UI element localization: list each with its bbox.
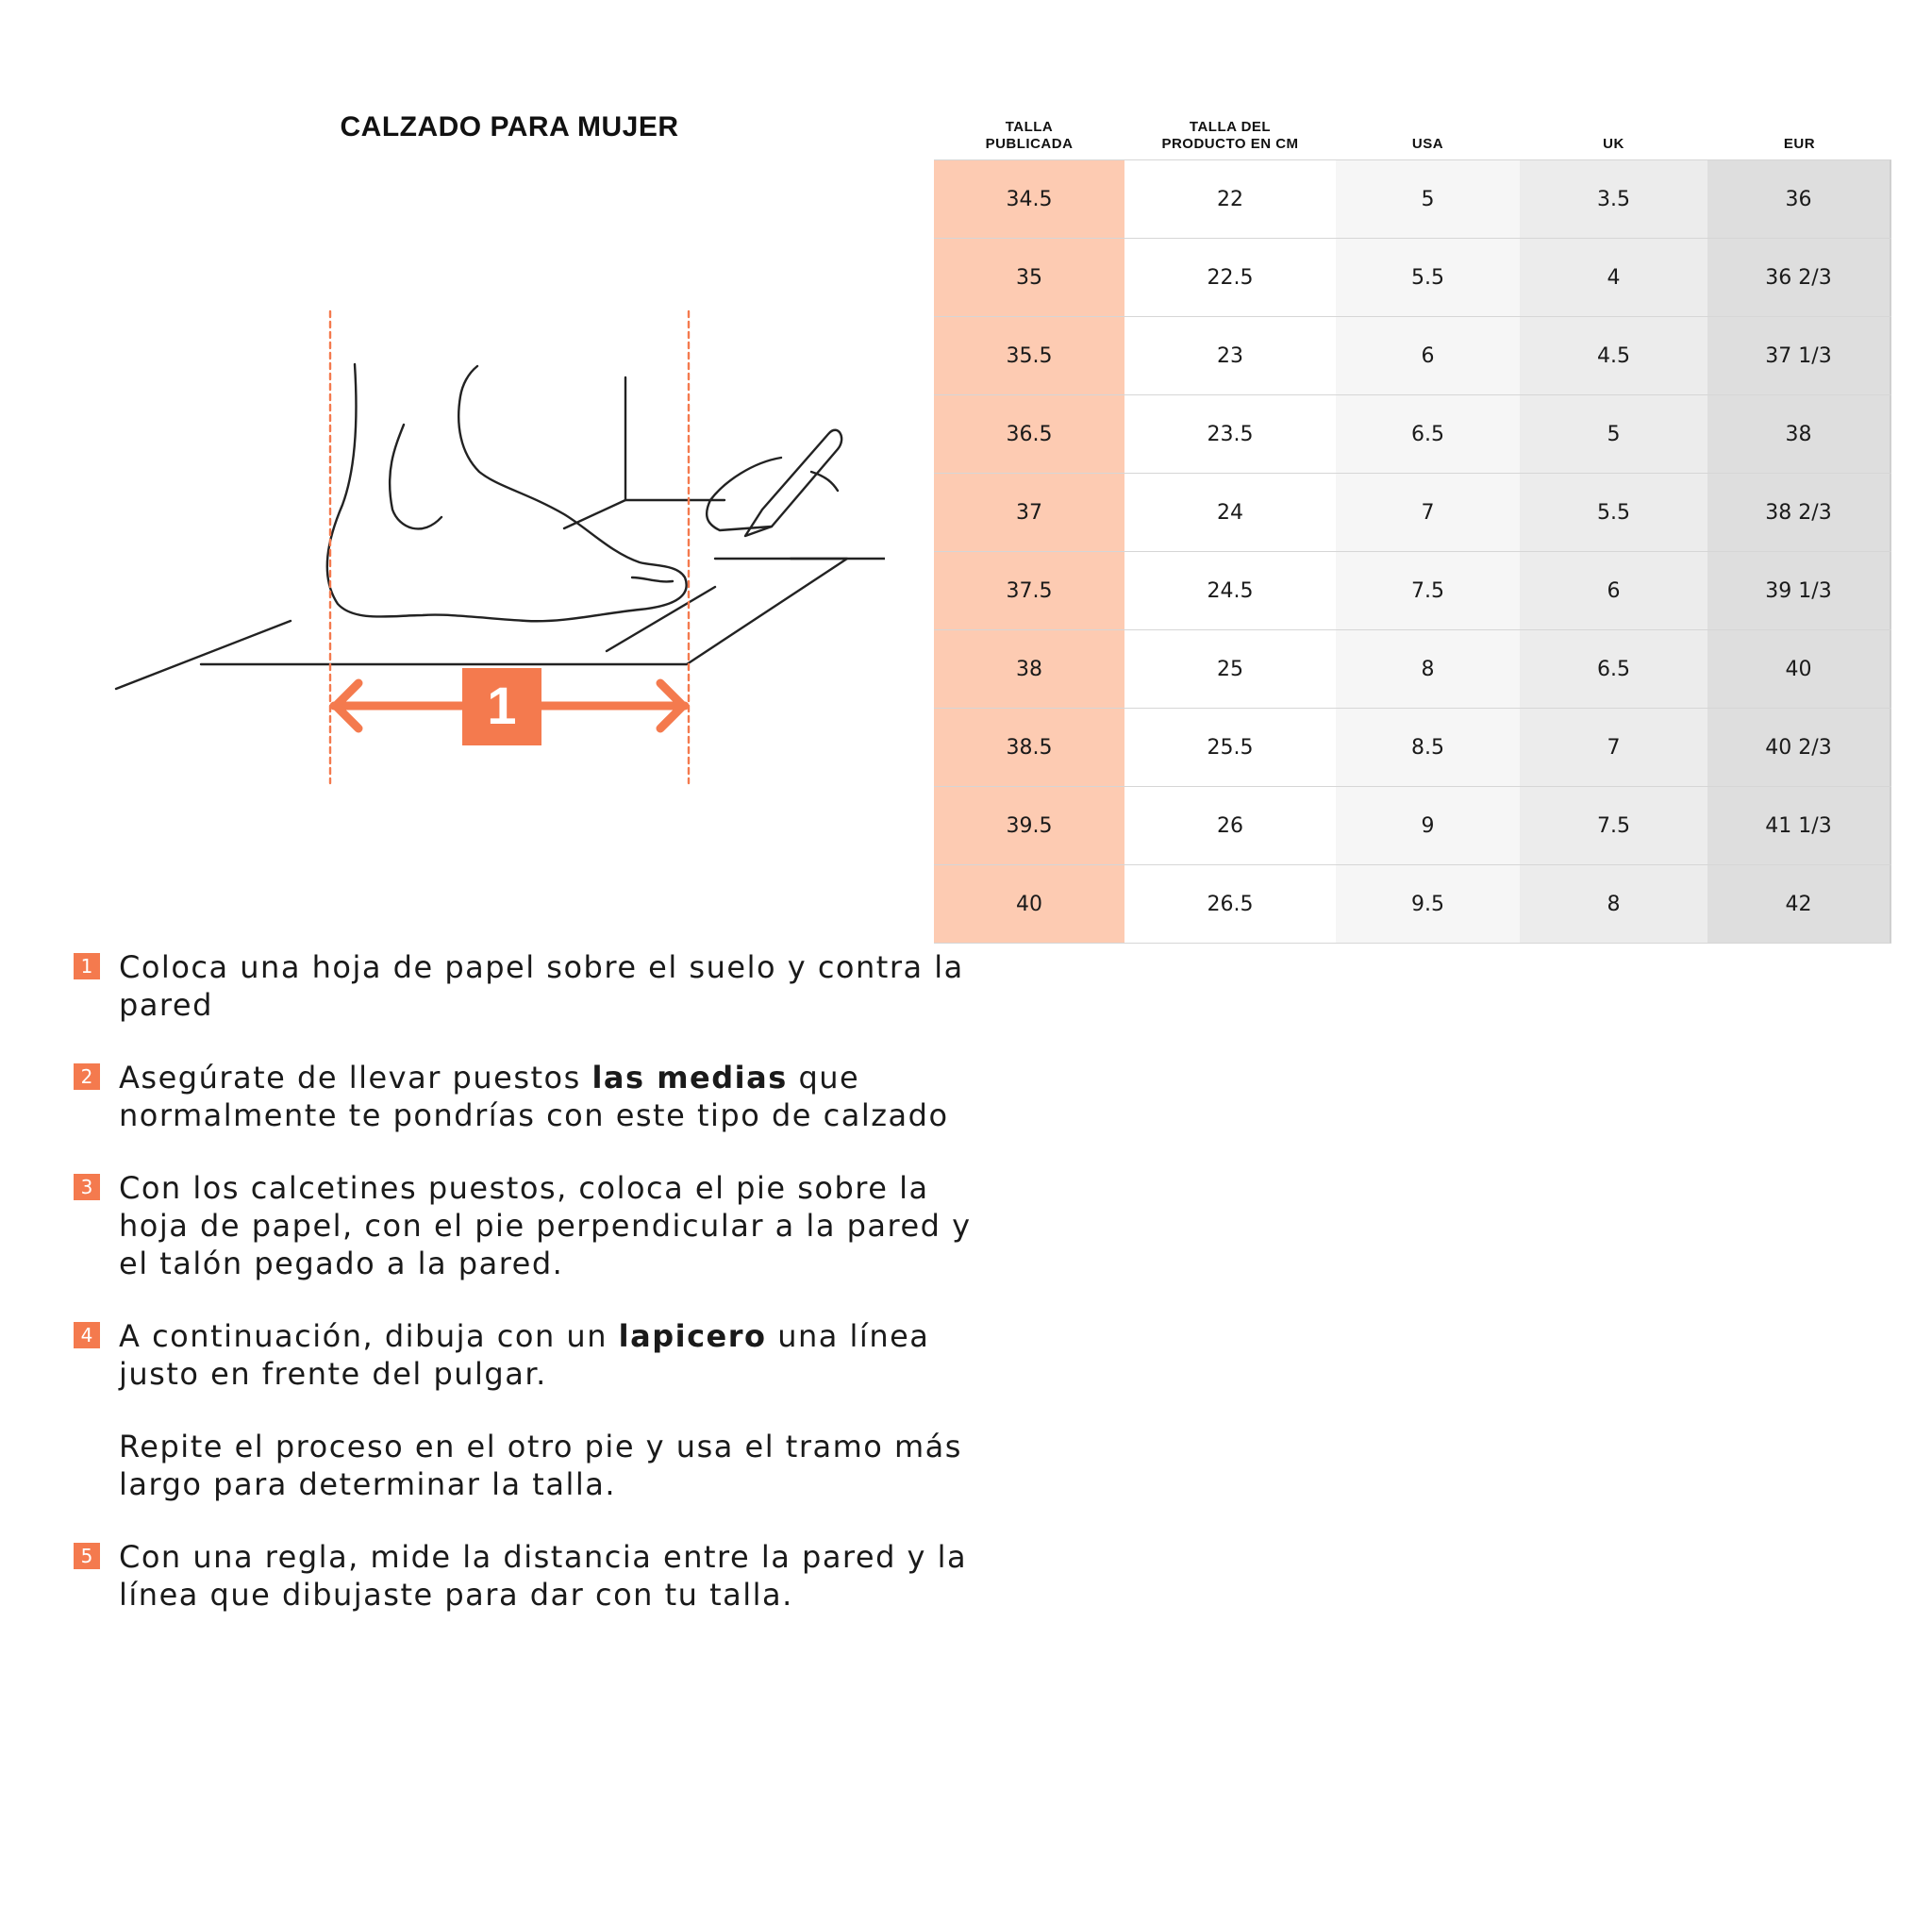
cell-talla-publicada: 39.5 — [934, 787, 1124, 864]
cell-eur: 40 — [1707, 630, 1891, 708]
cell-uk: 4.5 — [1520, 317, 1707, 394]
cell-talla-publicada: 34.5 — [934, 160, 1124, 238]
step-number-badge: 3 — [74, 1174, 100, 1200]
cell-eur: 38 — [1707, 395, 1891, 473]
step-number-badge: 5 — [74, 1543, 100, 1569]
table-row — [934, 474, 1891, 552]
floor-line — [116, 621, 291, 689]
step-text: Coloca una hoja de papel sobre el suelo y contra la pared — [119, 949, 964, 1023]
step-text-post: una línea justo en frente del pulgar. — [119, 1318, 930, 1392]
size-chart-table — [934, 90, 1891, 944]
step-text: Con una regla, mide la distancia entre la pared y la línea que dibujaste para dar con tu talla. — [119, 1539, 968, 1613]
cell-usa: 5.5 — [1336, 239, 1520, 316]
cell-talla-cm: 22.5 — [1124, 239, 1336, 316]
cell-talla-cm: 25 — [1124, 630, 1336, 708]
step-text-pre: A continuación, dibuja con un — [119, 1318, 619, 1354]
wall-floor-line — [564, 500, 625, 528]
step-text: Con los calcetines puestos, coloca el pie sobre la hoja de papel, con el pie perpendicular a la pared y el talón pegado a la pared. — [119, 1170, 972, 1281]
cell-talla-publicada: 36.5 — [934, 395, 1124, 473]
cell-uk: 4 — [1520, 239, 1707, 316]
cell-eur: 40 2/3 — [1707, 709, 1891, 786]
cell-talla-publicada: 37.5 — [934, 552, 1124, 629]
cell-talla-publicada: 35.5 — [934, 317, 1124, 394]
cell-talla-cm: 24.5 — [1124, 552, 1336, 629]
cell-eur: 36 2/3 — [1707, 239, 1891, 316]
cell-usa: 6 — [1336, 317, 1520, 394]
cell-eur: 37 1/3 — [1707, 317, 1891, 394]
cell-usa: 5 — [1336, 160, 1520, 238]
instruction-repeat-note: Repite el proceso en el otro pie y usa el tramo más largo para determinar la talla. — [119, 1429, 962, 1502]
step-number-badge: 1 — [74, 953, 100, 979]
cell-talla-cm: 24 — [1124, 474, 1336, 551]
table-row — [934, 865, 1891, 944]
table-row — [934, 160, 1891, 239]
cell-talla-cm: 26 — [1124, 787, 1336, 864]
table-row — [934, 395, 1891, 474]
header-usa: USA — [1411, 136, 1444, 152]
cell-uk: 5 — [1520, 395, 1707, 473]
cell-talla-publicada: 40 — [934, 865, 1124, 943]
cell-usa: 8 — [1336, 630, 1520, 708]
cell-talla-cm: 23 — [1124, 317, 1336, 394]
step-number-badge: 2 — [74, 1063, 100, 1090]
cell-usa: 7 — [1336, 474, 1520, 551]
step-text-pre: Asegúrate de llevar puestos — [119, 1060, 592, 1096]
step-text-bold: lapicero — [618, 1318, 767, 1354]
cell-eur: 41 1/3 — [1707, 787, 1891, 864]
wall-line — [625, 377, 724, 500]
table-row — [934, 552, 1891, 630]
cell-uk: 8 — [1520, 865, 1707, 943]
step-number-badge: 4 — [74, 1322, 100, 1348]
cell-usa: 9 — [1336, 787, 1520, 864]
toe-line — [632, 577, 673, 581]
table-header — [934, 90, 1891, 159]
step-text-bold: las medias — [591, 1060, 788, 1096]
table-body — [934, 159, 1891, 944]
cell-eur: 36 — [1707, 160, 1891, 238]
cell-talla-cm: 23.5 — [1124, 395, 1336, 473]
cell-talla-publicada: 35 — [934, 239, 1124, 316]
cell-usa: 9.5 — [1336, 865, 1520, 943]
foot-measure-illustration — [111, 283, 885, 793]
cell-uk: 7 — [1520, 709, 1707, 786]
step-text-post: que normalmente te pondrías con este tipo de calzado — [119, 1060, 949, 1133]
cell-talla-cm: 26.5 — [1124, 865, 1336, 943]
instruction-step-4 — [74, 1317, 979, 1393]
foot-outline — [327, 364, 687, 621]
cell-talla-publicada: 37 — [934, 474, 1124, 551]
cell-eur: 42 — [1707, 865, 1891, 943]
instruction-step-2 — [74, 1059, 979, 1134]
pencil-icon — [745, 430, 841, 536]
cell-uk: 6.5 — [1520, 630, 1707, 708]
header-talla-cm: TALLA DEL PRODUCTO EN CM — [1161, 119, 1299, 152]
cell-talla-cm: 25.5 — [1124, 709, 1336, 786]
hand-outline — [707, 458, 781, 530]
cell-eur: 39 1/3 — [1707, 552, 1891, 629]
header-uk: UK — [1603, 136, 1624, 152]
cell-eur: 38 2/3 — [1707, 474, 1891, 551]
cell-talla-publicada: 38 — [934, 630, 1124, 708]
instruction-step-1 — [74, 948, 979, 1024]
table-row — [934, 787, 1891, 865]
table-row — [934, 630, 1891, 709]
cell-usa: 6.5 — [1336, 395, 1520, 473]
cell-uk: 3.5 — [1520, 160, 1707, 238]
cell-usa: 8.5 — [1336, 709, 1520, 786]
page-title: CALZADO PARA MUJER — [340, 111, 679, 142]
ankle-curve — [390, 425, 441, 528]
table-row — [934, 317, 1891, 395]
header-eur: EUR — [1783, 136, 1816, 152]
cell-talla-publicada: 38.5 — [934, 709, 1124, 786]
measure-marker-label: 1 — [487, 676, 517, 735]
cell-usa: 7.5 — [1336, 552, 1520, 629]
measuring-instructions — [74, 948, 979, 1648]
paper-edge — [607, 587, 715, 651]
cell-talla-cm: 22 — [1124, 160, 1336, 238]
cell-uk: 5.5 — [1520, 474, 1707, 551]
cell-uk: 7.5 — [1520, 787, 1707, 864]
paper-sheet — [201, 559, 847, 664]
instruction-step-3 — [74, 1169, 979, 1282]
instruction-step-5 — [74, 1538, 979, 1614]
cell-uk: 6 — [1520, 552, 1707, 629]
table-row — [934, 239, 1891, 317]
header-talla-publicada: TALLA PUBLICADA — [985, 119, 1074, 152]
table-row — [934, 709, 1891, 787]
